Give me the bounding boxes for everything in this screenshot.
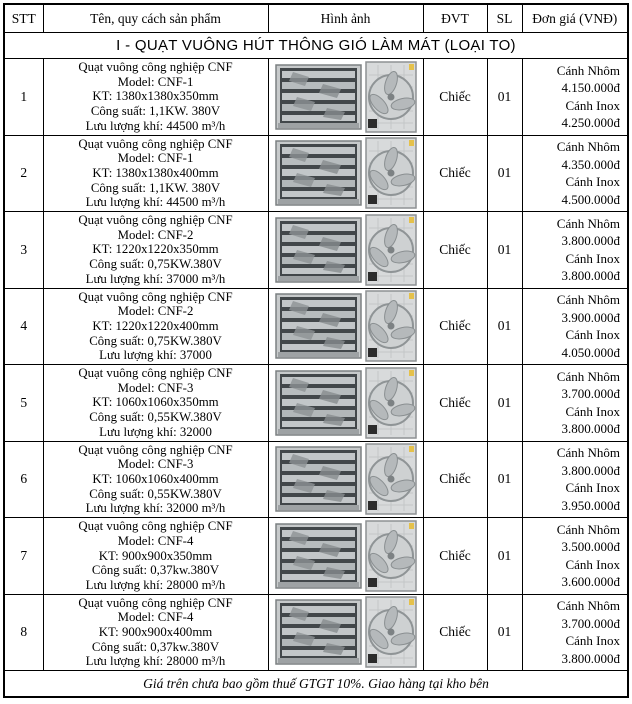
footer-note: Giá trên chưa bao gồm thuế GTGT 10%. Giao hàng tại kho bên — [4, 671, 628, 698]
col-header-qty: SL — [487, 4, 522, 33]
spec-line-airflow: Lưu lượng khí: 32000 m³/h — [85, 501, 226, 516]
product-spec-cell — [43, 135, 268, 212]
fan-front-louvered-icon — [275, 599, 362, 665]
price-line-material-2: Cánh Inox — [565, 174, 620, 190]
unit-cell: Chiếc — [423, 594, 487, 671]
price-line-amount-1: 4.350.000đ — [561, 156, 620, 172]
spec-line-model: Model: CNF-1 — [117, 151, 194, 166]
price-line-material-1: Cánh Nhôm — [556, 62, 620, 78]
spec-line-size: KT: 900x900x350mm — [98, 548, 213, 563]
price-line-amount-2: 3.950.000đ — [561, 497, 620, 513]
stt-cell: 8 — [4, 594, 43, 671]
spec-line-airflow: Lưu lượng khí: 44500 m³/h — [85, 118, 226, 133]
spec-line-power: Công suất: 0,55KW.380V — [89, 410, 222, 425]
fan-front-louvered-icon — [275, 293, 362, 359]
price-cell — [522, 288, 628, 365]
price-line-amount-1: 3.700.000đ — [561, 386, 620, 402]
product-image-cell — [268, 212, 423, 289]
price-line-material-2: Cánh Inox — [565, 556, 620, 572]
unit-cell: Chiếc — [423, 365, 487, 442]
spec-line-product: Quạt vuông công nghiệp CNF — [78, 519, 233, 534]
stt-cell: 5 — [4, 365, 43, 442]
stt-cell: 1 — [4, 59, 43, 136]
spec-line-airflow: Lưu lượng khí: 44500 m³/h — [85, 195, 226, 210]
price-line-amount-2: 3.800.000đ — [561, 650, 620, 666]
price-cell — [522, 441, 628, 518]
product-image-cell — [268, 288, 423, 365]
section-title: I - QUẠT VUÔNG HÚT THÔNG GIÓ LÀM MÁT (LOẠI TO) — [4, 33, 628, 59]
header-row — [4, 4, 628, 33]
qty-cell: 01 — [487, 135, 522, 212]
table-row — [4, 518, 628, 595]
product-spec-cell — [43, 518, 268, 595]
table-row — [4, 288, 628, 365]
product-spec-cell — [43, 365, 268, 442]
spec-line-airflow: Lưu lượng khí: 28000 m³/h — [85, 577, 226, 592]
spec-line-product: Quạt vuông công nghiệp CNF — [78, 442, 233, 457]
stt-cell: 2 — [4, 135, 43, 212]
price-line-material-1: Cánh Nhôm — [556, 521, 620, 537]
fan-front-louvered-icon — [275, 140, 362, 206]
spec-line-power: Công suất: 0,75KW.380V — [89, 333, 222, 348]
spec-line-model: Model: CNF-3 — [117, 380, 194, 395]
product-spec-cell — [43, 288, 268, 365]
col-header-stt: STT — [4, 4, 43, 33]
product-spec-cell — [43, 594, 268, 671]
price-line-amount-1: 3.800.000đ — [561, 233, 620, 249]
product-spec-cell — [43, 441, 268, 518]
spec-line-product: Quạt vuông công nghiệp CNF — [78, 136, 233, 151]
col-header-image: Hình ảnh — [268, 4, 423, 33]
price-line-amount-2: 4.500.000đ — [561, 191, 620, 207]
table-row — [4, 594, 628, 671]
stt-cell: 4 — [4, 288, 43, 365]
qty-cell: 01 — [487, 518, 522, 595]
product-image-cell — [268, 365, 423, 442]
spec-line-model: Model: CNF-3 — [117, 457, 194, 472]
unit-cell: Chiếc — [423, 212, 487, 289]
price-line-material-2: Cánh Inox — [565, 480, 620, 496]
price-cell — [522, 518, 628, 595]
fan-rear-blades-icon — [365, 61, 417, 133]
spec-line-size: KT: 1060x1060x400mm — [92, 471, 219, 486]
fan-front-louvered-icon — [275, 370, 362, 436]
footer-row — [4, 671, 628, 698]
price-line-amount-1: 3.500.000đ — [561, 539, 620, 555]
qty-cell: 01 — [487, 365, 522, 442]
table-row — [4, 59, 628, 136]
price-line-material-1: Cánh Nhôm — [556, 292, 620, 308]
spec-line-product: Quạt vuông công nghiệp CNF — [78, 366, 233, 381]
stt-cell: 7 — [4, 518, 43, 595]
price-line-material-1: Cánh Nhôm — [556, 445, 620, 461]
price-line-material-1: Cánh Nhôm — [556, 215, 620, 231]
spec-line-size: KT: 900x900x400mm — [98, 625, 213, 640]
table-row — [4, 135, 628, 212]
qty-cell: 01 — [487, 288, 522, 365]
spec-line-airflow: Lưu lượng khí: 37000 — [99, 348, 212, 363]
price-line-material-1: Cánh Nhôm — [556, 598, 620, 614]
section-title-row — [4, 33, 628, 59]
qty-cell: 01 — [487, 441, 522, 518]
spec-line-product: Quạt vuông công nghiệp CNF — [78, 213, 233, 228]
fan-rear-blades-icon — [365, 520, 417, 592]
price-line-amount-1: 3.700.000đ — [561, 615, 620, 631]
price-cell — [522, 135, 628, 212]
price-line-material-2: Cánh Inox — [565, 97, 620, 113]
fan-rear-blades-icon — [365, 596, 417, 668]
fan-rear-blades-icon — [365, 214, 417, 286]
spec-line-model: Model: CNF-2 — [117, 227, 194, 242]
price-cell — [522, 365, 628, 442]
product-image-cell — [268, 59, 423, 136]
qty-cell: 01 — [487, 212, 522, 289]
price-line-material-2: Cánh Inox — [565, 633, 620, 649]
price-line-amount-2: 3.800.000đ — [561, 421, 620, 437]
spec-line-airflow: Lưu lượng khí: 37000 m³/h — [85, 271, 226, 286]
fan-rear-blades-icon — [365, 290, 417, 362]
spec-line-size: KT: 1220x1220x400mm — [92, 318, 219, 333]
fan-front-louvered-icon — [275, 217, 362, 283]
col-header-price: Đơn giá (VNĐ) — [522, 4, 628, 33]
table-row — [4, 441, 628, 518]
price-line-amount-2: 3.600.000đ — [561, 574, 620, 590]
price-line-amount-1: 3.800.000đ — [561, 462, 620, 478]
stt-cell: 3 — [4, 212, 43, 289]
table-header — [4, 4, 628, 33]
table-row — [4, 365, 628, 442]
unit-cell: Chiếc — [423, 441, 487, 518]
price-cell — [522, 59, 628, 136]
product-image-cell — [268, 518, 423, 595]
spec-line-size: KT: 1380x1380x350mm — [92, 89, 219, 104]
product-image-cell — [268, 594, 423, 671]
fan-front-louvered-icon — [275, 64, 362, 130]
spec-line-power: Công suất: 1,1KW. 380V — [90, 104, 221, 119]
qty-cell: 01 — [487, 59, 522, 136]
spec-line-power: Công suất: 0,37kw.380V — [91, 639, 220, 654]
spec-line-model: Model: CNF-1 — [117, 74, 194, 89]
spec-line-model: Model: CNF-4 — [117, 533, 194, 548]
spec-line-power: Công suất: 0,55KW.380V — [89, 486, 222, 501]
product-spec-cell — [43, 59, 268, 136]
table-body — [4, 59, 628, 671]
price-line-material-1: Cánh Nhôm — [556, 139, 620, 155]
spec-line-size: KT: 1060x1060x350mm — [92, 395, 219, 410]
unit-cell: Chiếc — [423, 59, 487, 136]
spec-line-airflow: Lưu lượng khí: 28000 m³/h — [85, 654, 226, 669]
product-spec-cell — [43, 212, 268, 289]
qty-cell: 01 — [487, 594, 522, 671]
product-image-cell — [268, 441, 423, 518]
price-line-amount-2: 4.050.000đ — [561, 344, 620, 360]
spec-line-product: Quạt vuông công nghiệp CNF — [78, 60, 233, 74]
price-line-material-2: Cánh Inox — [565, 403, 620, 419]
fan-rear-blades-icon — [365, 443, 417, 515]
price-line-amount-2: 3.800.000đ — [561, 268, 620, 284]
price-line-amount-1: 3.900.000đ — [561, 309, 620, 325]
spec-line-power: Công suất: 0,75KW.380V — [89, 257, 222, 272]
spec-line-model: Model: CNF-2 — [117, 304, 194, 319]
unit-cell: Chiếc — [423, 288, 487, 365]
price-line-material-1: Cánh Nhôm — [556, 368, 620, 384]
fan-rear-blades-icon — [365, 137, 417, 209]
spec-line-size: KT: 1220x1220x350mm — [92, 242, 219, 257]
spec-line-model: Model: CNF-4 — [117, 610, 194, 625]
price-line-material-2: Cánh Inox — [565, 250, 620, 266]
spec-line-size: KT: 1380x1380x400mm — [92, 165, 219, 180]
fan-front-louvered-icon — [275, 446, 362, 512]
col-header-unit: ĐVT — [423, 4, 487, 33]
col-header-product: Tên, quy cách sản phẩm — [43, 4, 268, 33]
table-row — [4, 212, 628, 289]
spec-line-power: Công suất: 0,37kw.380V — [91, 563, 220, 578]
spec-line-airflow: Lưu lượng khí: 32000 — [99, 424, 212, 439]
unit-cell: Chiếc — [423, 135, 487, 212]
unit-cell: Chiếc — [423, 518, 487, 595]
price-line-amount-2: 4.250.000đ — [561, 115, 620, 131]
product-image-cell — [268, 135, 423, 212]
price-line-amount-1: 4.150.000đ — [561, 80, 620, 96]
spec-line-product: Quạt vuông công nghiệp CNF — [78, 289, 233, 304]
price-table — [3, 3, 629, 698]
price-cell — [522, 594, 628, 671]
spec-line-power: Công suất: 1,1KW. 380V — [90, 180, 221, 195]
price-line-material-2: Cánh Inox — [565, 327, 620, 343]
fan-rear-blades-icon — [365, 367, 417, 439]
spec-line-product: Quạt vuông công nghiệp CNF — [78, 595, 233, 610]
price-cell — [522, 212, 628, 289]
stt-cell: 6 — [4, 441, 43, 518]
fan-front-louvered-icon — [275, 523, 362, 589]
